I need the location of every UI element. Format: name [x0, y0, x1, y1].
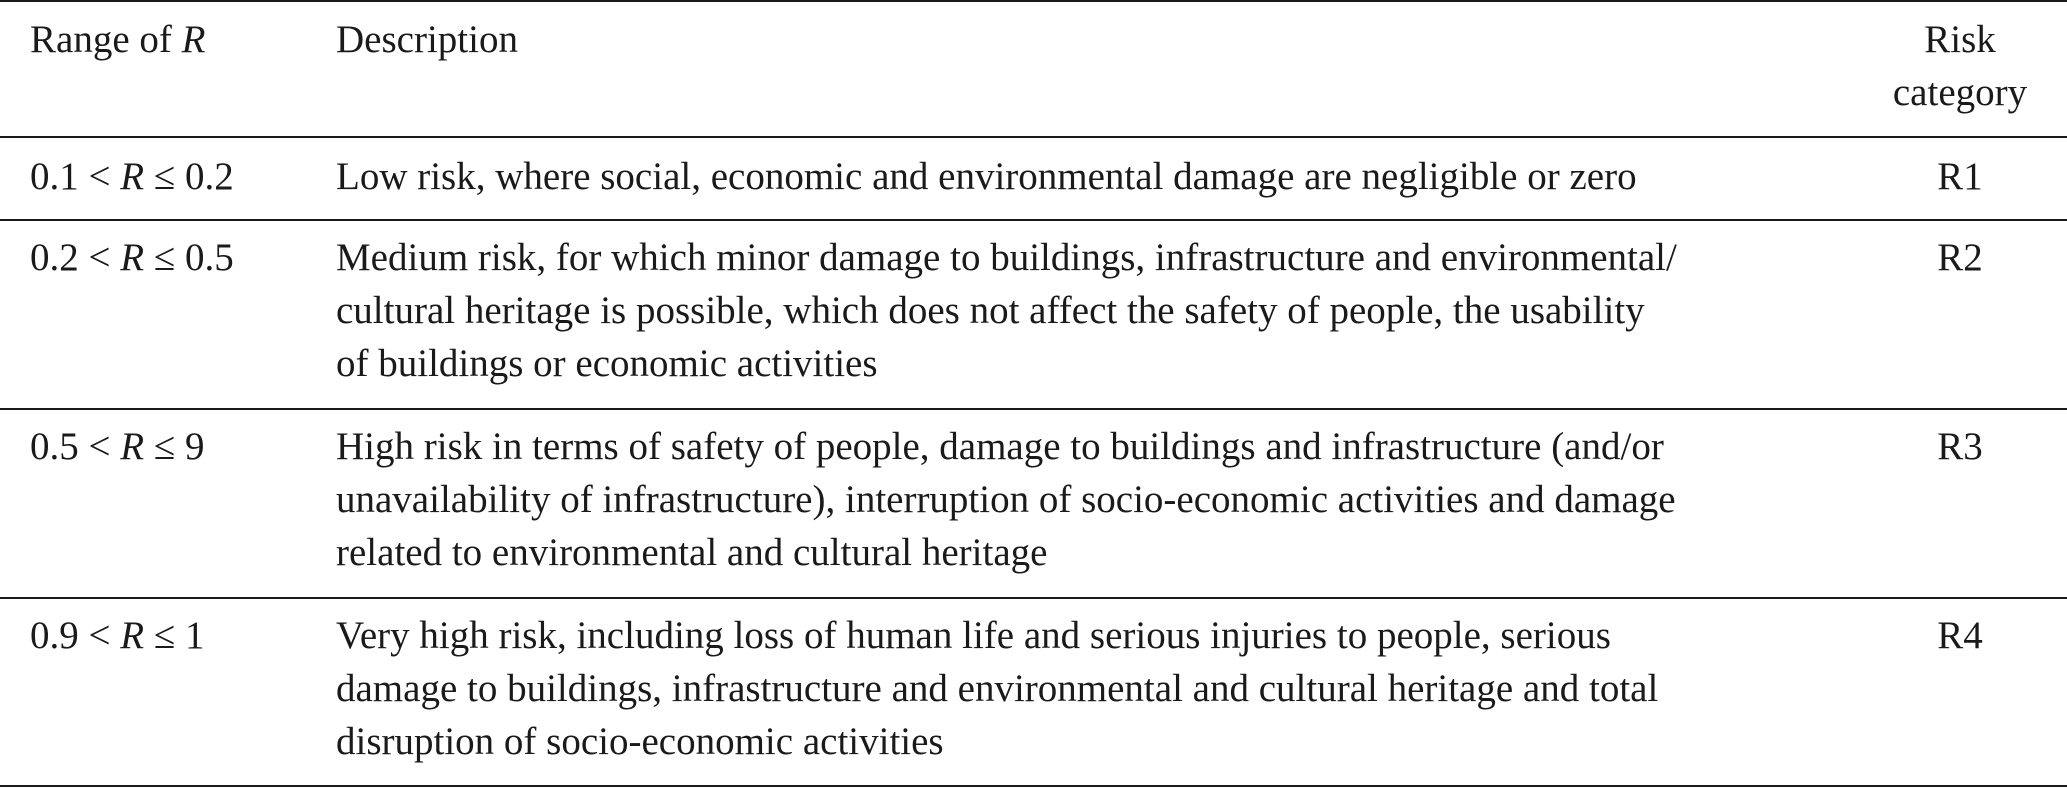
range-low: 0.9 <	[30, 614, 111, 657]
description-line: High risk in terms of safety of people, damage to buildings and infrastructure (and/or	[336, 425, 1664, 468]
range-low: 0.5 <	[30, 425, 111, 468]
range-var: R	[120, 425, 145, 468]
range-cell	[30, 231, 234, 284]
description-line: Very high risk, including loss of human life and serious injuries to people, serious	[336, 614, 1611, 657]
range-high: ≤ 0.5	[153, 236, 234, 279]
top-rule	[0, 0, 2067, 2]
range-var: R	[120, 236, 145, 279]
category-cell: R3	[1937, 425, 1983, 468]
range-high: ≤ 0.2	[153, 155, 234, 198]
header-range-var: R	[181, 18, 206, 61]
description-line: damage to buildings, infrastructure and environmental and cultural heritage and total	[336, 667, 1659, 710]
description-line: unavailability of infrastructure), interruption of socio-economic activities and damage	[336, 478, 1676, 521]
header-category-line2: category	[1892, 71, 2028, 114]
range-var: R	[120, 155, 145, 198]
header-range	[30, 13, 205, 66]
range-low: 0.1 <	[30, 155, 111, 198]
range-cell	[30, 609, 204, 662]
header-range-prefix: Range of	[30, 18, 182, 61]
header-rule	[0, 136, 2067, 138]
category-cell: R2	[1937, 236, 1983, 279]
category-cell: R1	[1937, 155, 1983, 198]
description-line: Medium risk, for which minor damage to buildings, infrastructure and environmental/	[336, 236, 1677, 279]
range-low: 0.2 <	[30, 236, 111, 279]
header-description: Description	[336, 18, 518, 61]
description-line: related to environmental and cultural heritage	[336, 531, 1048, 574]
row-divider	[0, 219, 2067, 221]
description-line: Low risk, where social, economic and environmental damage are negligible or zero	[336, 155, 1637, 198]
description-line: disruption of socio-economic activities	[336, 720, 944, 763]
range-high: ≤ 1	[153, 614, 205, 657]
row-divider	[0, 408, 2067, 410]
category-cell: R4	[1937, 614, 1983, 657]
description-line: of buildings or economic activities	[336, 342, 878, 385]
range-cell	[30, 420, 204, 473]
row-divider	[0, 597, 2067, 599]
range-high: ≤ 9	[153, 425, 205, 468]
bottom-rule	[0, 785, 2067, 787]
description-line: cultural heritage is possible, which does not affect the safety of people, the usability	[336, 289, 1645, 332]
range-cell	[30, 150, 234, 203]
range-var: R	[120, 614, 145, 657]
header-category-line1: Risk	[1924, 18, 1996, 61]
